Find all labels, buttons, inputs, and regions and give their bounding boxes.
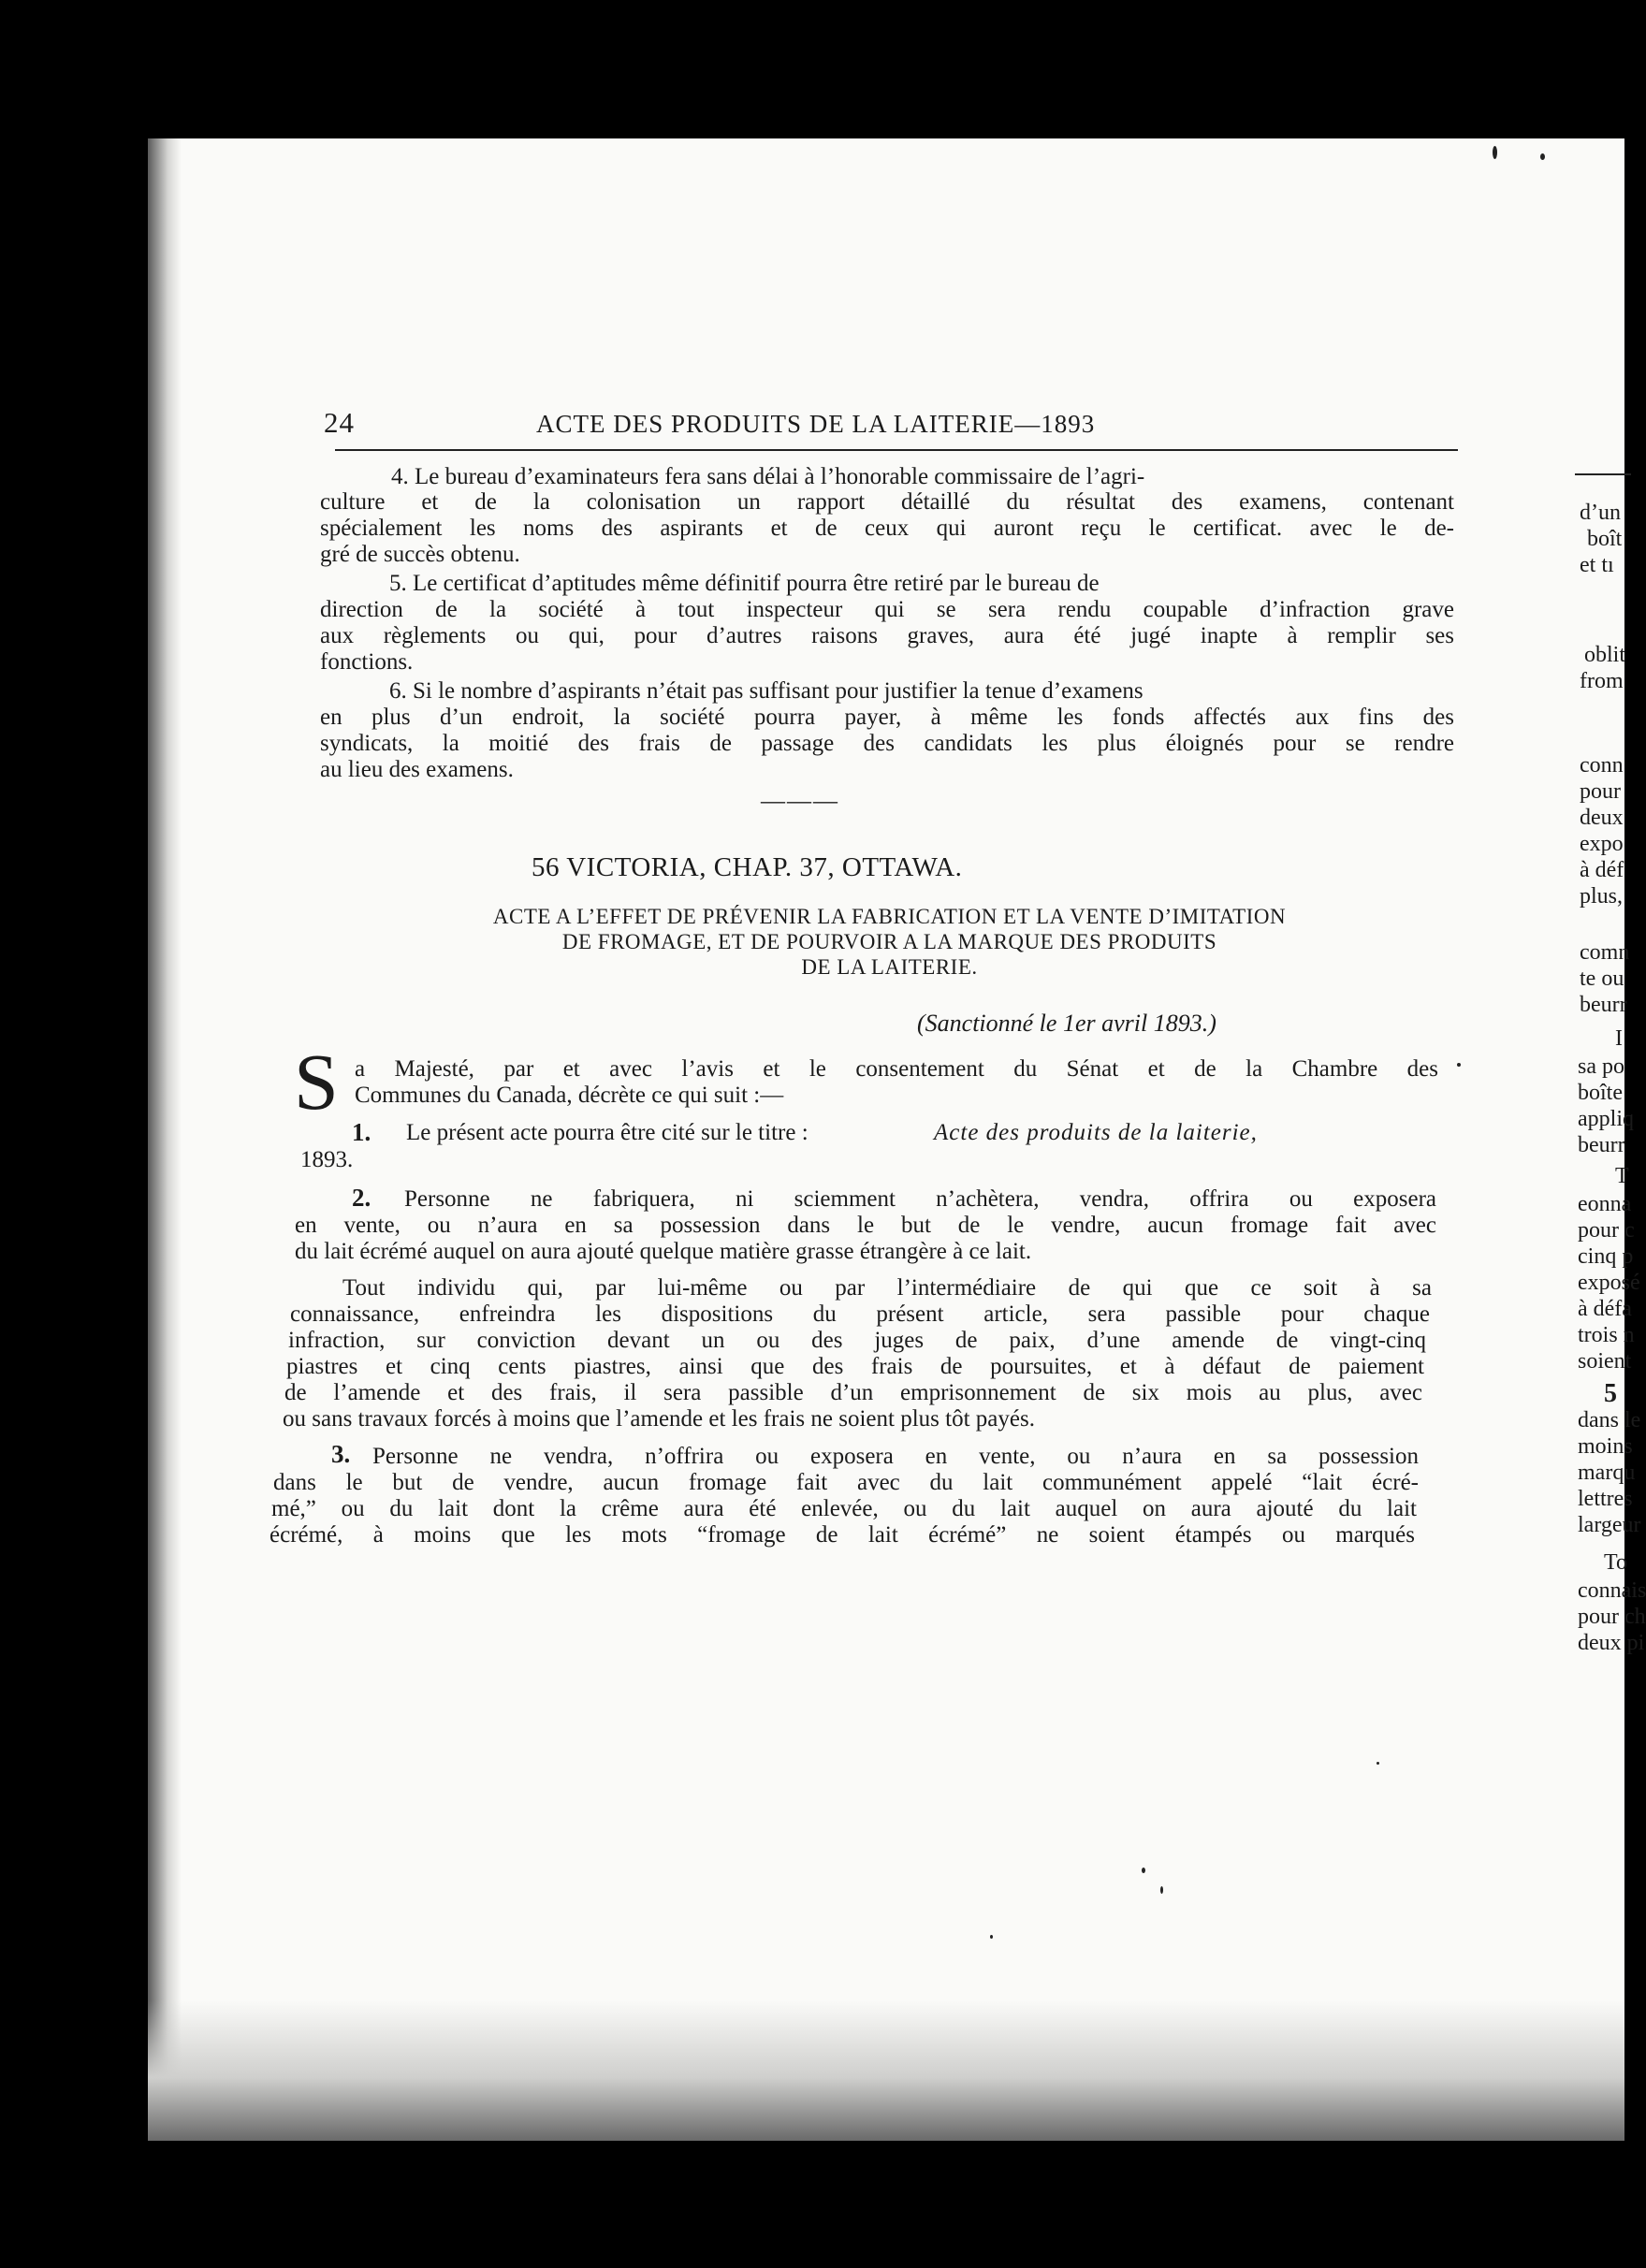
fragment-line: dans le [1578,1408,1641,1432]
section-number: 2. [352,1184,371,1212]
fragment-line: conn [1580,753,1624,778]
fragment-line: from [1580,669,1624,693]
text-line: dans le but de vendre, aucun fromage fait avec du lait communément appelé “lait écré- [273,1470,1419,1495]
section-1-year: 1893. [300,1147,354,1172]
fragment-line: te ou [1580,967,1624,991]
text-line: Personne ne vendra, n’offrira ou exposera en vente, ou n’aura en sa possession [372,1444,1419,1469]
text-line: en vente, ou n’aura en sa possession dans le but de le vendre, aucun fromage fait avec [295,1213,1436,1238]
text-line: écrémé, à moins que les mots “fromage de lait écrémé” ne soient étampés ou marqués [269,1522,1415,1548]
act-title-line: DE FROMAGE, ET DE POURVOIR A LA MARQUE DES PRODUITS [561,930,1217,953]
fragment-line: à défa [1578,1297,1632,1321]
scanned-page [148,138,1646,2141]
fragment-line: deux [1580,806,1624,830]
preamble-line: Communes du Canada, décrète ce qui suit :— [355,1083,784,1108]
scan-speck [1142,1868,1145,1873]
text-line: aux règlements ou qui, pour d’autres raisons graves, aura été jugé inapte à remplir ses [320,623,1454,648]
text-line: ou sans travaux forcés à moins que l’amende et les frais ne soient plus tôt payés. [283,1406,1035,1432]
bottom-edge-shadow [148,2000,1624,2141]
fragment-line: appliq [1578,1107,1634,1131]
fragment-line: cinq p [1578,1244,1634,1269]
fragment-line: connais [1578,1578,1646,1603]
adjacent-header-rule [1575,473,1631,475]
section-1-text: Le présent acte pourra être cité sur le titre : [406,1120,808,1145]
fragment-line: largeur [1578,1513,1641,1537]
section-separator: ——— [761,787,839,814]
fragment-line: To [1604,1550,1627,1575]
fragment-line: plus, [1580,884,1624,909]
fragment-line: et tı [1580,553,1614,577]
fragment-line: expo [1580,832,1624,856]
fragment-line: sa po [1578,1054,1624,1079]
text-line: mé,” ou du lait dont la crême aura été enlevée, ou du lait auquel on aura ajouté du lait [271,1496,1417,1521]
text-line: au lieu des examens. [320,757,514,782]
fragment-line: beurr [1578,1133,1625,1157]
fragment-line: comn [1580,940,1630,965]
drop-cap: S [294,1037,339,1127]
text-line: syndicats, la moitié des frais de passage des candidats les plus éloignés pour se rendre [320,731,1454,756]
chapter-heading: 56 VICTORIA, CHAP. 37, OTTAWA. [532,852,963,882]
text-line: direction de la société à tout inspecteur qui se sera rendu coupable d’infraction grave [320,597,1454,622]
fragment-line: soient [1578,1349,1632,1374]
text-line: connaissance, enfreindra les dispositions du présent article, sera passible pour chaque [290,1301,1430,1327]
binding-shadow [148,138,182,2141]
fragment-line: deux pi [1578,1631,1645,1655]
act-title-line: DE LA LAITERIE. [801,955,978,979]
fragment-line: pour c [1578,1218,1635,1243]
text-line: infraction, sur conviction devant un ou des juges de paix, d’une amende de vingt-cinq [288,1328,1426,1353]
fragment-line: T [1615,1164,1629,1188]
fragment-line: boît [1587,527,1623,551]
text-line: en plus d’un endroit, la société pourra payer, à même les fonds affectés aux fins des [320,705,1454,730]
fragment-line: exposé [1578,1271,1640,1295]
fragment-line: moins [1578,1434,1633,1459]
fragment-line: beurr [1580,993,1627,1017]
text-line: Personne ne fabriquera, ni sciemment n’achètera, vendra, offrira ou exposera [404,1186,1436,1212]
fragment-line: pour [1580,779,1621,804]
text-line: Tout individu qui, par lui-même ou par l’intermédiaire de qui que ce soit à sa [342,1275,1432,1301]
text-line: du lait écrémé auquel on aura ajouté quelque matière grasse étrangère à ce lait. [295,1239,1032,1264]
text-line: culture et de la colonisation un rapport détaillé du résultat des examens, contenant [320,489,1454,515]
text-line: 5. Le certificat d’aptitudes même définitif pourra être retiré par le bureau de [389,571,1100,596]
preamble-line: a Majesté, par et avec l’avis et le consentement du Sénat et de la Chambre des [355,1056,1438,1082]
text-line: fonctions. [320,649,414,675]
running-title: ACTE DES PRODUITS DE LA LAITERIE—1893 [536,410,1096,438]
fragment-line: 5 [1604,1379,1617,1408]
scan-speck [1493,146,1497,159]
short-title: Acte des produits de la laiterie, [934,1120,1258,1145]
section-number: 1. [352,1118,371,1146]
scan-speck [990,1935,993,1939]
text-line: piastres et cinq cents piastres, ainsi que des frais de poursuites, et à défaut de paiement [286,1354,1424,1379]
section-number: 3. [331,1440,351,1468]
fragment-line: boîte [1578,1081,1623,1105]
fragment-line: pour ch [1578,1605,1646,1629]
text-line: 4. Le bureau d’examinateurs fera sans délai à l’honorable commissaire de l’agri- [391,464,1145,489]
text-line: gré de succès obtenu. [320,542,520,567]
fragment-line: lettres [1578,1487,1633,1511]
fragment-line: à déf [1580,858,1624,882]
text-line: 6. Si le nombre d’aspirants n’était pas suffisant pour justifier la tenue d’examens [389,678,1143,704]
scan-speck [1457,1063,1461,1067]
scan-speck [1540,153,1545,160]
header-rule [335,449,1458,451]
page-number: 24 [324,406,355,439]
fragment-line: eonna [1578,1192,1632,1216]
act-title-line: ACTE A L’EFFET DE PRÉVENIR LA FABRICATION ET LA VENTE D’IMITATION [492,905,1287,928]
fragment-line: d’un [1580,501,1621,525]
scan-speck [1160,1886,1163,1894]
fragment-line: marqu [1578,1461,1636,1485]
fragment-line: trois n [1578,1323,1635,1347]
sanction-date: (Sanctionné le 1er avril 1893.) [917,1010,1216,1037]
text-line: spécialement les noms des aspirants et de ceux qui auront reçu le certificat. avec le de- [320,516,1454,541]
fragment-line: I [1615,1026,1623,1051]
scan-speck [1377,1762,1379,1765]
text-line: de l’amende et des frais, il sera passible d’un emprisonnement de six mois au plus, avec [284,1380,1422,1405]
fragment-line: oblit [1584,643,1626,667]
